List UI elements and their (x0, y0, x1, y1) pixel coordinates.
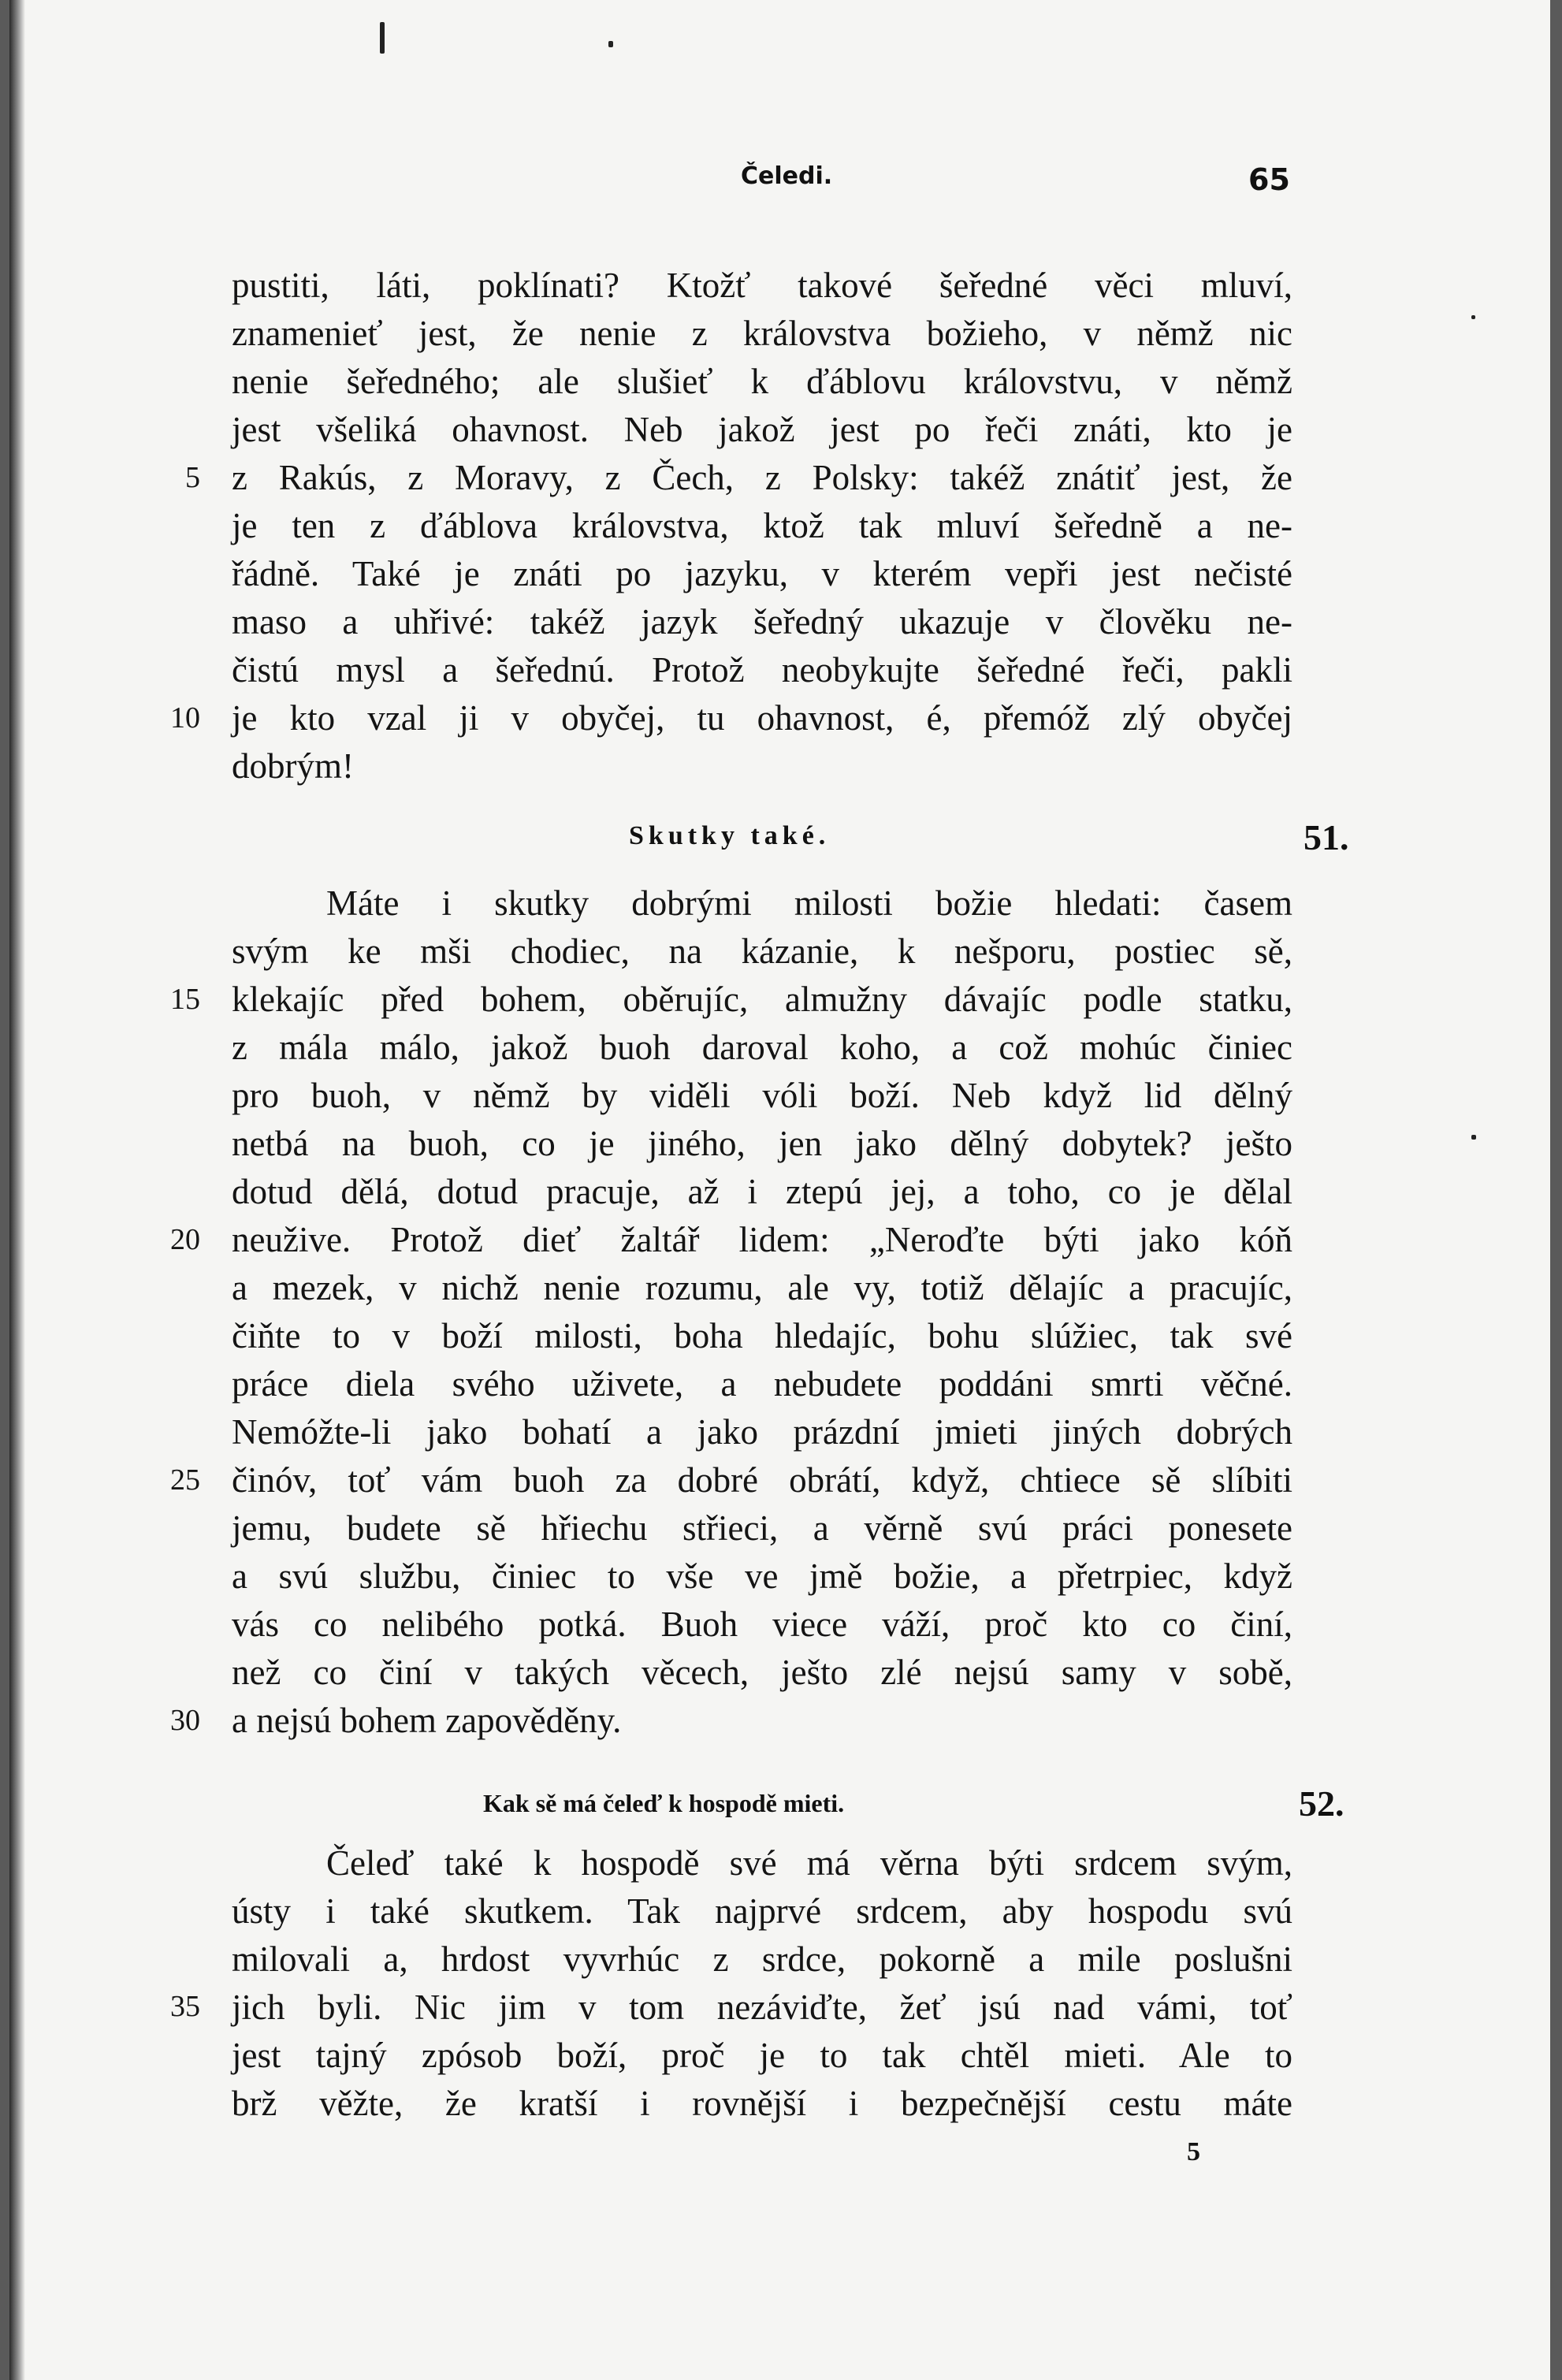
text-line: a nejsú bohem zapověděny. (232, 1701, 622, 1740)
paragraph-block-3 (232, 1839, 1292, 2128)
paragraph-block-1 (232, 262, 1292, 790)
text-line: dobrým! (232, 746, 354, 786)
text-line: Čeleď také k hospodě své má věrna býti srdcem svým, (326, 1843, 1292, 1883)
section-heading-52: Kak sě má čeleď k hospodě mieti. (483, 1789, 845, 1817)
text-line: svým ke mši chodiec, na kázanie, k nešporu, postiec sě, (232, 932, 1292, 971)
text-line: než co činí v takých věcech, ješto zlé nejsú samy v sobě, (232, 1653, 1292, 1692)
text-line: pro buoh, v němž by viděli vóli boží. Neb když lid dělný (232, 1076, 1292, 1115)
text-line: netbá na buoh, co je jiného, jen jako dělný dobytek? ješto (232, 1124, 1292, 1163)
text-line: jest tajný zpósob boží, proč je to tak chtěl mieti. Ale to (232, 2036, 1292, 2075)
text-line: maso a uhřivé: takéž jazyk šeředný ukazuje v člověku ne- (232, 602, 1292, 641)
text-line: je kto vzal ji v obyčej, tu ohavnost, é, přemóž zlý obyčej (232, 698, 1292, 738)
text-line: brž věžte, že kratší i rovnější i bezpečnější cestu máte (232, 2084, 1292, 2123)
section-number-52: 52. (1299, 1783, 1344, 1824)
text-line: milovali a, hrdost vyvrhúc z srdce, pokorně a mile poslušni (232, 1939, 1292, 1979)
text-line: jest všeliká ohavnost. Neb jakož jest po řeči znáti, kto je (232, 410, 1292, 449)
text-line: jich byli. Nic jim v tom nezáviďte, žeť jsú nad vámi, toť (232, 1988, 1292, 2027)
scan-speck (608, 41, 613, 47)
text-line: z Rakús, z Moravy, z Čech, z Polsky: takéž znátiť jest, že (232, 458, 1292, 497)
signature-mark: 5 (1187, 2137, 1200, 2166)
text-line: klekajíc před bohem, oběrujíc, almužny dávajíc podle statku, (232, 980, 1292, 1019)
text-line: čiňte to v boží milosti, boha hledajíc, bohu slúžiec, tak své (232, 1316, 1292, 1355)
text-line: řádně. Také je znáti po jazyku, v kterém vepři jest nečisté (232, 554, 1292, 593)
line-number: 15 (170, 983, 200, 1016)
text-line: práce diela svého uživete, a nebudete poddáni smrti věčné. (232, 1364, 1292, 1404)
section-heading-51: Skutky také. (629, 821, 831, 850)
running-header (9, 162, 1550, 197)
text-line: je ten z ďáblova královstva, ktož tak mluví šeředně a ne- (232, 506, 1292, 545)
text-line: z mála málo, jakož buoh daroval koho, a což mohúc činiec (232, 1028, 1292, 1067)
scan-speck (1471, 1135, 1476, 1140)
text-line: činóv, toť vám buoh za dobré obrátí, když, chtiece sě slíbiti (232, 1460, 1292, 1500)
line-number: 35 (170, 1990, 200, 2023)
section-number-51: 51. (1304, 817, 1349, 857)
line-number: 25 (170, 1463, 200, 1497)
line-number: 20 (170, 1223, 200, 1256)
text-line: a mezek, v nichž nenie rozumu, ale vy, totiž dělajíc a pracujíc, (232, 1268, 1292, 1307)
text-line: Máte i skutky dobrými milosti božie hledati: časem (326, 883, 1292, 923)
line-number: 10 (170, 701, 200, 734)
text-line: dotud dělá, dotud pracuje, až i ztepú jej, a toho, co je dělal (232, 1172, 1292, 1211)
page-number: 65 (1248, 162, 1290, 197)
scan-edge-shadow (9, 0, 25, 2380)
text-line: jemu, budete sě hřiechu střieci, a věrně svú práci ponesete (232, 1508, 1292, 1548)
text-line: Nemóžte-li jako bohatí a jako prázdní jmieti jiných dobrých (232, 1412, 1292, 1452)
book-page (9, 0, 1550, 2380)
text-line: pustiti, láti, poklínati? Ktožť takové šeředné věci mluví, (232, 266, 1292, 305)
text-line: čistú mysl a šeřednú. Protož neobykujte šeředné řeči, pakli (232, 650, 1292, 690)
text-line: nenie šeředného; ale slušieť k ďáblovu královstvu, v němž (232, 362, 1292, 401)
scan-speck (1471, 315, 1475, 319)
text-line: vás co nelibého potká. Buoh viece váží, proč kto co činí, (232, 1605, 1292, 1644)
line-number: 30 (170, 1704, 200, 1737)
text-line: znamenieť jest, že nenie z královstva božieho, v němž nic (232, 314, 1292, 353)
scan-speck (380, 22, 385, 54)
text-line: a svú službu, činiec to vše ve jmě božie, a přetrpiec, když (232, 1556, 1292, 1596)
paragraph-block-2 (232, 879, 1292, 1745)
text-line: neužive. Protož dieť žaltář lidem: „Neroďte býti jako kóň (232, 1220, 1292, 1259)
running-title: Čeledi. (741, 162, 833, 190)
text-line: ústy i také skutkem. Tak najprvé srdcem, aby hospodu svú (232, 1891, 1292, 1931)
line-number: 5 (185, 461, 200, 494)
